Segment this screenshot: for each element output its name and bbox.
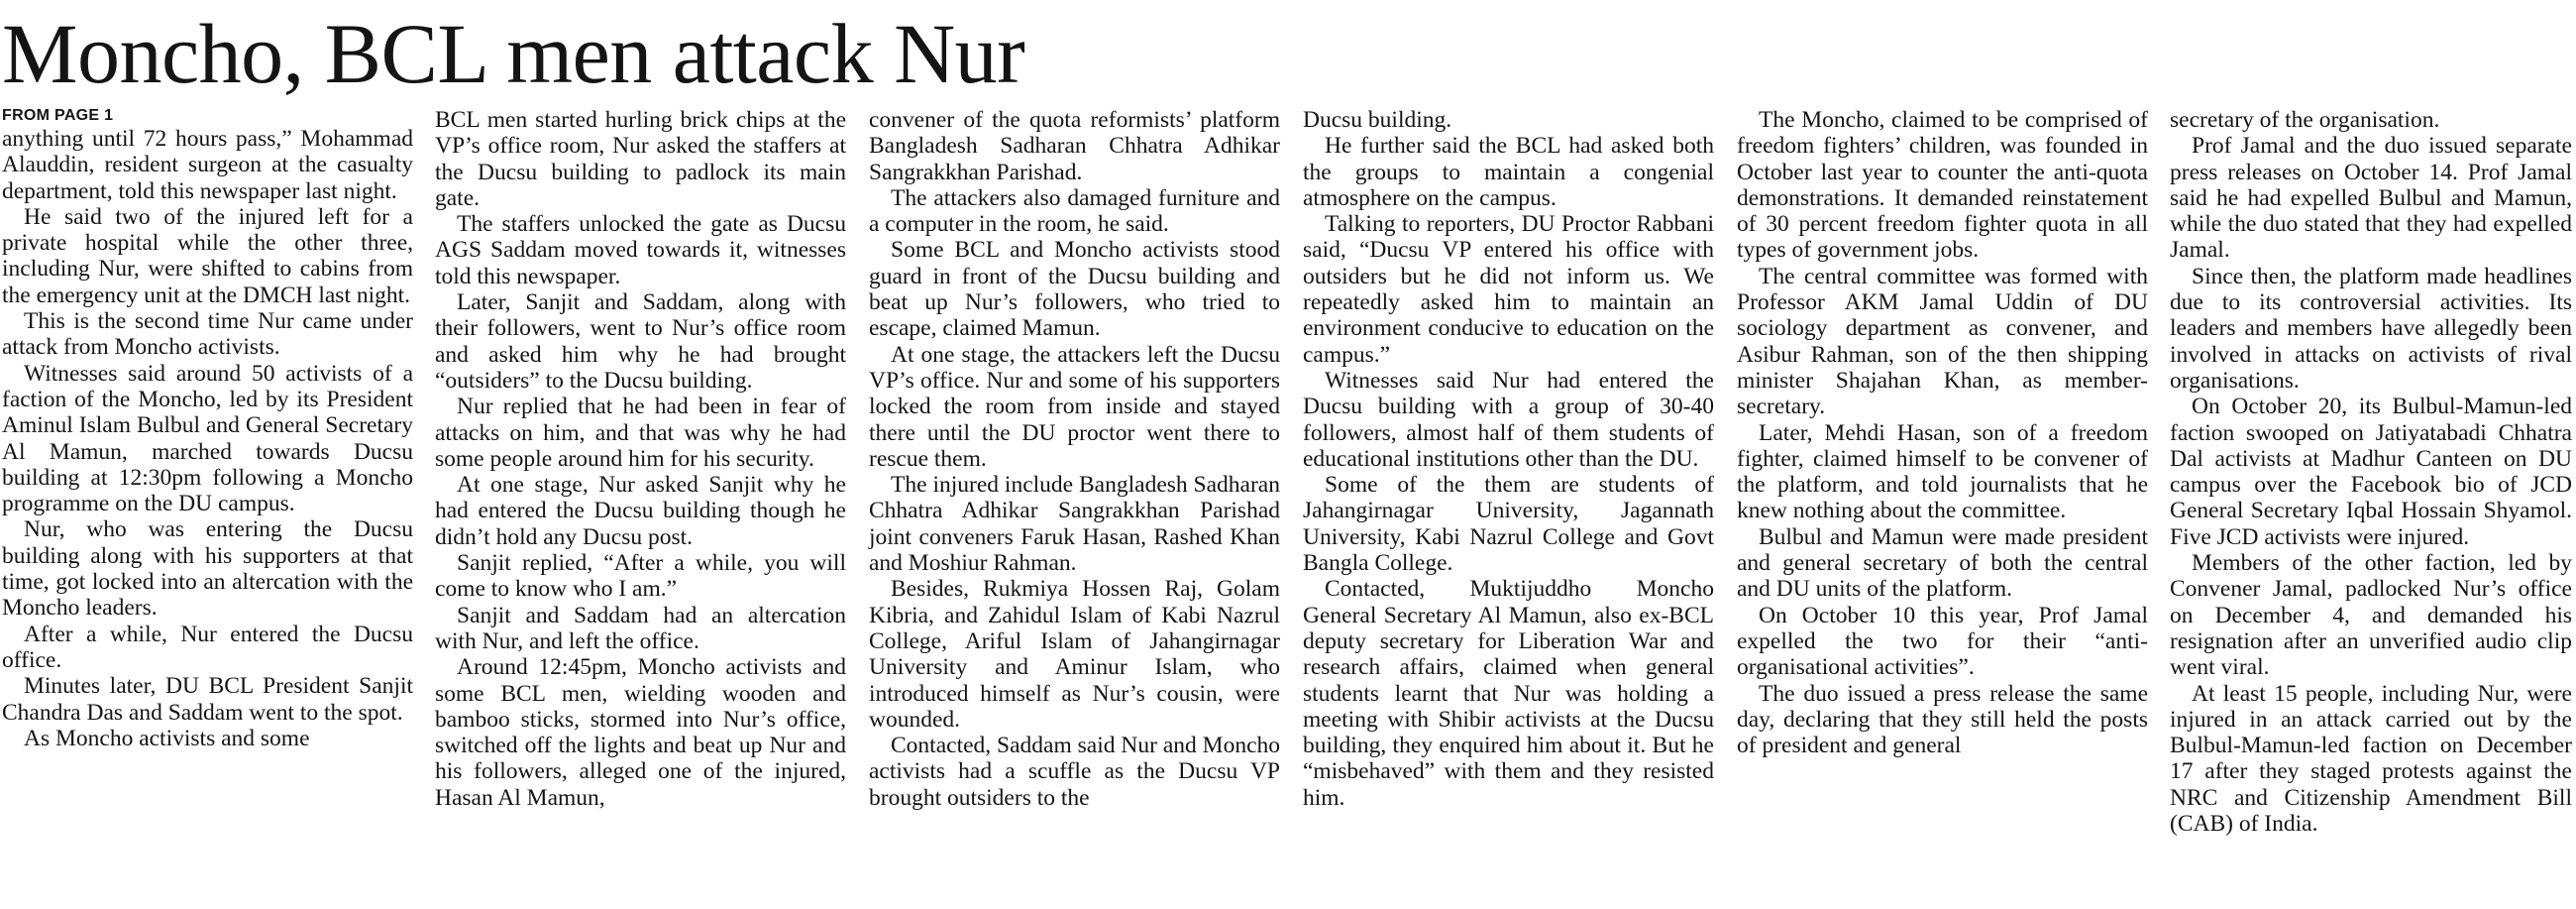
paragraph: The attackers also damaged furniture and a computer in the room, he said. — [869, 184, 1280, 238]
paragraph: The duo issued a press release the same day, declaring that they still held the posts of president and general — [1737, 680, 2148, 759]
paragraph: As Moncho activists and some — [24, 725, 310, 751]
paragraph: Minutes later, DU BCL President Sanjit Chandra Das and Saddam went to the spot. — [2, 673, 413, 726]
paragraph: On October 20, its Bulbul-Mamun-led faction swooped on Jatiyatabadi Chhatra Dal activists at Madhur Canteen on DU campus over the Facebook bio of JCD General Secretary Iqbal Hossain Shyamol. Five JCD activists were injured. — [2170, 394, 2572, 550]
column-6 — [2170, 107, 2572, 837]
paragraph: He further said the BCL had asked both the groups to maintain a congenial atmosphere on the campus. — [1303, 133, 1714, 211]
paragraph: Nur replied that he had been in fear of attacks on him, and that was why he had some people around him for his security. — [435, 394, 846, 472]
column-1 — [2, 107, 413, 751]
paragraph: Some of the them are students of Jahangirnagar University, Jagannath University, Kabi Nazrul College and Govt Bangla College. — [1303, 472, 1714, 577]
paragraph: On October 10 this year, Prof Jamal expelled the two for their “anti-organisational activities”. — [1737, 602, 2148, 681]
paragraph: Sanjit replied, “After a while, you will come to know who I am.” — [435, 550, 846, 603]
paragraph: He said two of the injured left for a private hospital while the other three, including Nur, were shifted to cabins from the emergency unit at the DMCH last night. — [2, 203, 413, 308]
paragraph: At least 15 people, including Nur, were injured in an attack carried out by the Bulbul-Mamun-led faction on December 17 after they staged protests against the NRC and Citizenship Amendment Bill (CAB) of India. — [2170, 680, 2572, 838]
paragraph: Witnesses said Nur had entered the Ducsu building with a group of 30-40 followers, almost half of them students of educational institutions other than the DU. — [1303, 367, 1714, 472]
paragraph: Around 12:45pm, Moncho activists and some BCL men, wielding wooden and bamboo sticks, stormed into Nur’s office, switched off the lights and beat up Nur and his followers, alleged one of the injured, Hasan Al Mamun, — [435, 654, 846, 811]
paragraph: After a while, Nur entered the Ducsu office. — [2, 621, 413, 673]
paragraph: Later, Sanjit and Saddam, along with their followers, went to Nur’s office room and asked him why he had brought “outsiders” to the Ducsu building. — [435, 289, 846, 394]
paragraph: secretary of the organisation. — [2170, 107, 2440, 133]
paragraph: This is the second time Nur came under attack from Moncho activists. — [2, 308, 413, 361]
paragraph: Contacted, Saddam said Nur and Moncho activists had a scuffle as the Ducsu VP brought outsiders to the — [869, 733, 1280, 811]
paragraph: convener of the quota reformists’ platform Bangladesh Sadharan Chhatra Adhikar Sangrakkhan Parishad. — [869, 107, 1280, 185]
paragraph: Bulbul and Mamun were made president and general secretary of both the central and DU units of the platform. — [1737, 523, 2148, 603]
paragraph: The Moncho, claimed to be comprised of freedom fighters’ children, was founded in October last year to counter the anti-quota demonstrations. It demanded reinstatement of 30 percent freedom fighter quota in all types of government jobs. — [1737, 107, 2148, 264]
paragraph: BCL men started hurling brick chips at the VP’s office room, Nur asked the staffers at the Ducsu building to padlock its main gate. — [435, 107, 846, 211]
headline: Moncho, BCL men attack Nur — [2, 6, 1025, 101]
paragraph: Besides, Rukmiya Hossen Raj, Golam Kibria, and Zahidul Islam of Kabi Nazrul College, Ariful Islam of Jahangirnagar University and Aminur Islam, who introduced himself as Nur’s cousin, were wounded. — [869, 576, 1280, 733]
paragraph: Since then, the platform made headlines due to its controversial activities. Its leaders and members have allegedly been involved in attacks on activists of rival organisations. — [2170, 263, 2572, 394]
paragraph: At one stage, the attackers left the Ducsu VP’s office. Nur and some of his supporters locked the room from inside and stayed there until the DU proctor went there to rescue them. — [869, 341, 1280, 472]
paragraph: At one stage, Nur asked Sanjit why he had entered the Ducsu building though he didn’t hold any Ducsu post. — [435, 472, 846, 550]
column-5 — [1737, 107, 2148, 758]
paragraph: The central committee was formed with Professor AKM Jamal Uddin of DU sociology department as convener, and Asibur Rahman, son of the then shipping minister Shajahan Khan, as member-secretary. — [1737, 263, 2148, 420]
column-2 — [435, 107, 846, 811]
paragraph: The injured include Bangladesh Sadharan Chhatra Adhikar Sangrakkhan Parishad joint conveners Faruk Hasan, Rashed Khan and Moshiur Rahman. — [869, 472, 1280, 577]
paragraph: Sanjit and Saddam had an altercation with Nur, and left the office. — [435, 602, 846, 654]
paragraph: Some BCL and Moncho activists stood guard in front of the Ducsu building and beat up Nur’s followers, who tried to escape, claimed Mamun. — [869, 237, 1280, 342]
paragraph: The staffers unlocked the gate as Ducsu AGS Saddam moved towards it, witnesses told this newspaper. — [435, 211, 846, 289]
paragraph: Talking to reporters, DU Proctor Rabbani said, “Ducsu VP entered his office with outsiders but he did not inform us. We repeatedly asked him to maintain an environment conducive to education on the campus.” — [1303, 211, 1714, 368]
paragraph: Prof Jamal and the duo issued separate press releases on October 14. Prof Jamal said he had expelled Bulbul and Mamun, while the duo stated that they had expelled Jamal. — [2170, 133, 2572, 264]
paragraph: anything until 72 hours pass,” Mohammad Alauddin, resident surgeon at the casualty department, told this newspaper last night. — [2, 126, 413, 204]
from-page-label: FROM PAGE 1 — [2, 107, 114, 124]
paragraph: Witnesses said around 50 activists of a faction of the Moncho, led by its President Aminul Islam Bulbul and General Secretary Al Mamun, marched towards Ducsu building at 12:30pm following a Moncho programme on the DU campus. — [2, 360, 413, 517]
paragraph: Ducsu building. — [1303, 107, 1452, 133]
paragraph: Members of the other faction, led by Convener Jamal, padlocked Nur’s office on December 4, and demanded his resignation after an unverified audio clip went viral. — [2170, 550, 2572, 681]
paragraph: Nur, who was entering the Ducsu building along with his supporters at that time, got locked into an altercation with the Moncho leaders. — [2, 516, 413, 622]
column-4 — [1303, 107, 1714, 811]
paragraph: Contacted, Muktijuddho Moncho General Secretary Al Mamun, also ex-BCL deputy secretary for Liberation War and research affairs, claimed when general students learnt that Nur was holding a meeting with Shibir activists at the Ducsu building, they enquired him about it. But he “misbehaved” with them and they resisted him. — [1303, 576, 1714, 811]
column-3 — [869, 107, 1280, 811]
paragraph: Later, Mehdi Hasan, son of a freedom fighter, claimed himself to be convener of the platform, and told journalists that he knew nothing about the committee. — [1737, 419, 2148, 524]
